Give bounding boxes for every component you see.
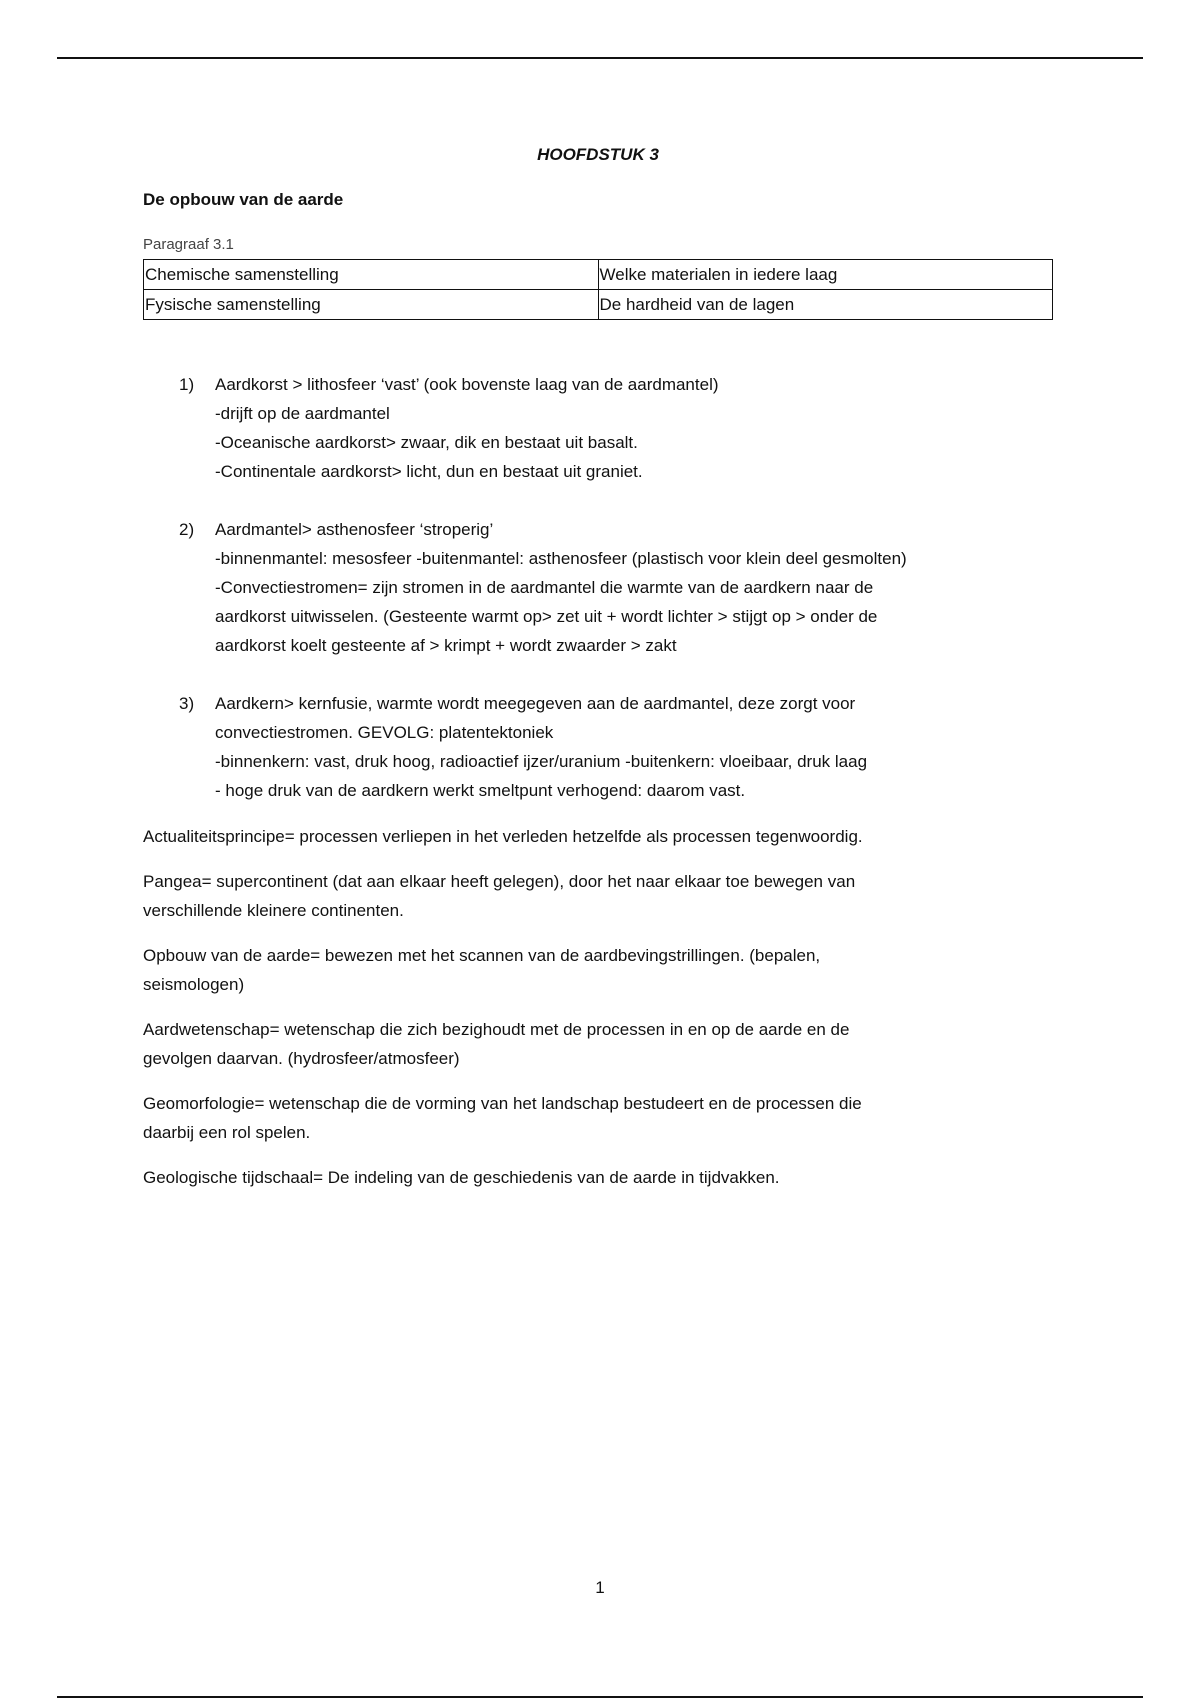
list-line: - hoge druk van de aardkern werkt smeltpunt verhogend: daarom vast. bbox=[215, 781, 746, 800]
definition-line: Geologische tijdschaal= De indeling van de geschiedenis van de aarde in tijdvakken. bbox=[143, 1168, 780, 1187]
definition-line: Actualiteitsprincipe= processen verliepen in het verleden hetzelfde als processen tegenwoordig. bbox=[143, 827, 863, 846]
definition-line: daarbij een rol spelen. bbox=[143, 1123, 311, 1142]
section-title: De opbouw van de aarde bbox=[143, 190, 344, 209]
table-row bbox=[144, 290, 1053, 320]
list-item bbox=[179, 689, 1059, 805]
list-line: -binnenmantel: mesosfeer -buitenmantel: asthenosfeer (plastisch voor klein deel gesmolten) bbox=[215, 549, 907, 568]
table-cell: Fysische samenstelling bbox=[144, 290, 599, 320]
list-number: 2) bbox=[179, 520, 195, 539]
list-line: Aardmantel> asthenosfeer ‘stroperig’ bbox=[215, 520, 494, 539]
definition-paragraph bbox=[143, 822, 1053, 851]
definition-paragraph bbox=[143, 1163, 1053, 1192]
table-cell: Chemische samenstelling bbox=[144, 260, 599, 290]
definition-line: Geomorfologie= wetenschap die de vorming van het landschap bestudeert en de processen die bbox=[143, 1094, 862, 1113]
table-cell: De hardheid van de lagen bbox=[598, 290, 1053, 320]
definition-line: Opbouw van de aarde= bewezen met het scannen van de aardbevingstrillingen. (bepalen, bbox=[143, 946, 821, 965]
definition-line: seismologen) bbox=[143, 975, 245, 994]
page-number: 1 bbox=[595, 1578, 605, 1597]
definition-paragraph bbox=[143, 1015, 1053, 1073]
list-item bbox=[179, 370, 1059, 486]
list-line: Aardkern> kernfusie, warmte wordt meegegeven aan de aardmantel, deze zorgt voor bbox=[215, 694, 856, 713]
paragraph-label: Paragraaf 3.1 bbox=[143, 236, 234, 253]
list-item bbox=[179, 515, 1059, 660]
list-line: aardkorst koelt gesteente af > krimpt + wordt zwaarder > zakt bbox=[215, 636, 677, 655]
definition-paragraph bbox=[143, 1089, 1053, 1147]
footer-rule bbox=[57, 1696, 1143, 1698]
list-line: -drijft op de aardmantel bbox=[215, 404, 390, 423]
definition-paragraph bbox=[143, 941, 1053, 999]
list-line: -Convectiestromen= zijn stromen in de aardmantel die warmte van de aardkern naar de bbox=[215, 578, 874, 597]
list-number: 3) bbox=[179, 694, 195, 713]
definition-line: verschillende kleinere continenten. bbox=[143, 901, 404, 920]
header-rule bbox=[57, 57, 1143, 59]
chapter-title: HOOFDSTUK 3 bbox=[537, 145, 659, 164]
list-line: -Continentale aardkorst> licht, dun en bestaat uit graniet. bbox=[215, 462, 643, 481]
numbered-list bbox=[179, 370, 1059, 834]
definition-paragraph bbox=[143, 867, 1053, 925]
definitions bbox=[143, 822, 1053, 1208]
definition-line: Aardwetenschap= wetenschap die zich bezighoudt met de processen in en op de aarde en de bbox=[143, 1020, 850, 1039]
list-line: -Oceanische aardkorst> zwaar, dik en bestaat uit basalt. bbox=[215, 433, 638, 452]
definition-line: Pangea= supercontinent (dat aan elkaar heeft gelegen), door het naar elkaar toe bewegen van bbox=[143, 872, 856, 891]
list-line: Aardkorst > lithosfeer ‘vast’ (ook bovenste laag van de aardmantel) bbox=[215, 375, 719, 394]
list-line: convectiestromen. GEVOLG: platentektoniek bbox=[215, 723, 554, 742]
list-number: 1) bbox=[179, 375, 195, 394]
list-line: aardkorst uitwisselen. (Gesteente warmt op> zet uit + wordt lichter > stijgt op > onder de bbox=[215, 607, 878, 626]
definition-line: gevolgen daarvan. (hydrosfeer/atmosfeer) bbox=[143, 1049, 460, 1068]
definition-table bbox=[143, 259, 1053, 320]
table-cell: Welke materialen in iedere laag bbox=[598, 260, 1053, 290]
list-line: -binnenkern: vast, druk hoog, radioactief ijzer/uranium -buitenkern: vloeibaar, druk laag bbox=[215, 752, 868, 771]
table-row bbox=[144, 260, 1053, 290]
